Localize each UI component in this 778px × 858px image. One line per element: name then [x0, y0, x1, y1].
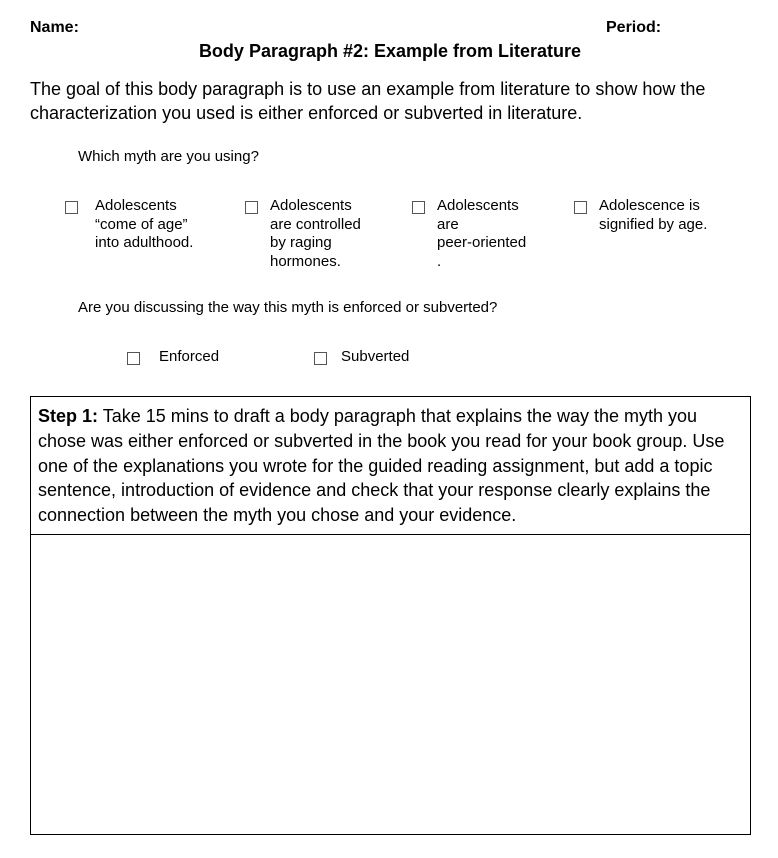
intro-paragraph: The goal of this body paragraph is to use an example from literature to show how the characterization you used is either enforced or subverted in literature. [30, 79, 706, 123]
step1-text: Take 15 mins to draft a body paragraph that explains the way the myth you chose was either enforced or subverted in the book you read for your book group. Use one of the explanations you wrote for the guided reading assignment, but add a topic sentence, introduction of evidence and check that your response clearly explains the connection between the myth you chose and your evidence. [38, 406, 725, 526]
page-title: Body Paragraph #2: Example from Literature [198, 41, 582, 61]
myth-option-1-checkbox[interactable] [65, 201, 78, 214]
response-area[interactable] [31, 535, 750, 834]
enforced-checkbox[interactable] [127, 352, 140, 365]
myth-option-2-checkbox[interactable] [245, 201, 258, 214]
myth-option-4-label: Adolescence is signified by age. [599, 197, 708, 233]
myth-option-1-label: Adolescents “come of age” into adulthood. [95, 197, 194, 251]
myth-option-3-checkbox[interactable] [412, 201, 425, 214]
subverted-label: Subverted [341, 348, 410, 365]
enforce-question: Are you discussing the way this myth is enforced or subverted? [78, 299, 498, 316]
step1-box [30, 396, 751, 835]
name-label: Name: [30, 19, 79, 36]
step1-label: Step 1: [38, 406, 99, 426]
step1-instructions [38, 404, 746, 528]
enforced-label: Enforced [159, 348, 220, 365]
myth-option-3-label: Adolescents are peer-oriented . [437, 197, 527, 270]
myth-question: Which myth are you using? [78, 148, 259, 165]
subverted-checkbox[interactable] [314, 352, 327, 365]
myth-option-2-label: Adolescents are controlled by raging hormones. [270, 197, 361, 270]
period-label: Period: [606, 19, 662, 36]
myth-option-4-checkbox[interactable] [574, 201, 587, 214]
